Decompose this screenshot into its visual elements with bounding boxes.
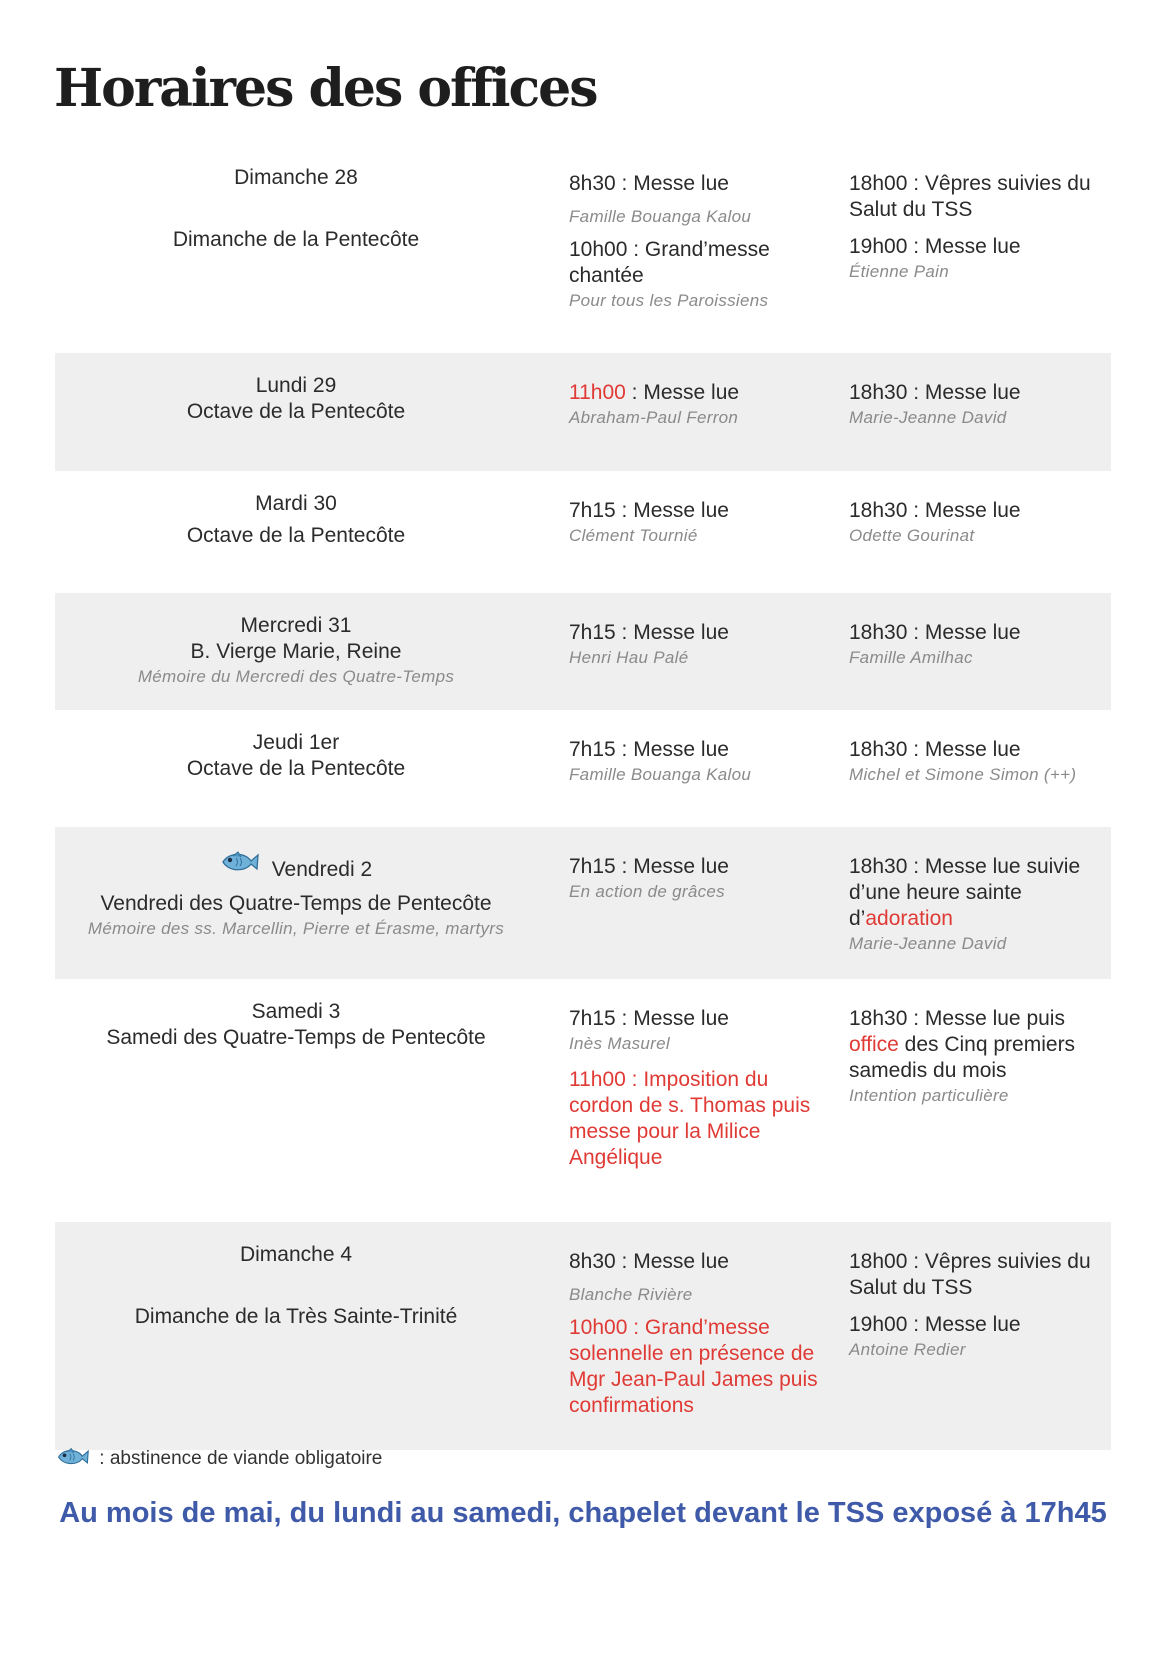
- service-time: 18h30 : Messe lue: [849, 499, 1021, 522]
- fish-legend: [56, 1446, 382, 1470]
- service-time: 18h30 : Messe lue: [849, 621, 1021, 644]
- schedule-row: [55, 1222, 1111, 1450]
- evening-services: [849, 1249, 1107, 1362]
- evening-services: [849, 171, 1107, 284]
- feast-label: Dimanche de la Très Sainte-Trinité: [134, 1305, 458, 1328]
- day-cell: [55, 730, 537, 782]
- service-time-text: des Cinq premiers samedis du mois: [849, 1033, 1076, 1082]
- evening-services: [849, 620, 1107, 670]
- service-intention: Famille Amilhac: [849, 648, 973, 667]
- service-intention: Inès Masurel: [569, 1034, 670, 1053]
- service-time: 18h00 : Vêpres suivies du Salut du TSS: [849, 1250, 1091, 1299]
- service-time: 8h30 : Messe lue: [569, 1250, 729, 1273]
- service-time-highlight: 10h00 : Grand’messe solennelle en présence de Mgr Jean-Paul James puis confirmations: [569, 1316, 818, 1417]
- day-cell: [55, 849, 537, 941]
- service-intention: Abraham-Paul Ferron: [569, 408, 739, 427]
- fish-icon: [220, 849, 260, 875]
- evening-services: [849, 380, 1107, 430]
- service-intention: Odette Gourinat: [849, 526, 975, 545]
- service-time: 7h15 : Messe lue: [569, 499, 729, 522]
- evening-services: [849, 854, 1107, 956]
- service-intention: Intention particulière: [849, 1086, 1009, 1105]
- day-label: Mercredi 31: [240, 614, 352, 637]
- service-time-highlight: adoration: [865, 907, 953, 930]
- service-intention: En action de grâces: [569, 882, 725, 901]
- feast-label: Samedi des Quatre-Temps de Pentecôte: [106, 1026, 486, 1049]
- morning-services: [569, 171, 824, 313]
- memoire-label: Mémoire des ss. Marcellin, Pierre et Érasme, martyrs: [87, 919, 505, 938]
- service-intention: Pour tous les Paroissiens: [569, 291, 769, 310]
- day-cell: [55, 165, 537, 253]
- service-time: 19h00 : Messe lue: [849, 1313, 1021, 1336]
- service-intention: Henri Hau Palé: [569, 648, 689, 667]
- service-intention: Famille Bouanga Kalou: [569, 207, 752, 226]
- service-time-text: 18h30 : Messe lue puis: [849, 1007, 1065, 1030]
- feast-label: Octave de la Pentecôte: [186, 400, 406, 423]
- day-label: Lundi 29: [255, 374, 337, 397]
- day-label: Dimanche 28: [234, 166, 358, 189]
- morning-services: [569, 737, 824, 787]
- service-time: 10h00 : Grand’messe chantée: [569, 238, 770, 287]
- evening-services: [849, 1006, 1107, 1108]
- schedule-row: [55, 155, 1111, 333]
- service-time: 7h15 : Messe lue: [569, 621, 729, 644]
- day-cell: [55, 999, 537, 1051]
- service-time-highlight: office: [849, 1033, 899, 1056]
- schedule-row: [55, 593, 1111, 710]
- evening-services: [849, 737, 1107, 787]
- day-cell: [55, 373, 537, 425]
- schedule-row: [55, 710, 1111, 827]
- service-time: 19h00 : Messe lue: [849, 235, 1021, 258]
- schedule-row: [55, 827, 1111, 979]
- day-label: Mardi 30: [255, 492, 337, 515]
- service-intention: Antoine Redier: [849, 1340, 966, 1359]
- schedule-row: [55, 471, 1111, 593]
- service-time: [569, 380, 824, 406]
- evening-services: [849, 498, 1107, 548]
- service-time-highlight: 11h00 : Imposition du cordon de s. Thomas puis messe pour la Milice Angélique: [569, 1068, 811, 1169]
- service-time: 7h15 : Messe lue: [569, 855, 729, 878]
- service-time-highlight: 11h00: [569, 381, 626, 404]
- schedule-row: [55, 979, 1111, 1222]
- day-label: Dimanche 4: [239, 1243, 353, 1266]
- feast-label: Octave de la Pentecôte: [186, 524, 406, 547]
- service-time: 18h30 : Messe lue: [849, 738, 1021, 761]
- service-intention: Clément Tournié: [569, 526, 698, 545]
- service-time: [849, 854, 1107, 932]
- service-time: 18h30 : Messe lue: [849, 381, 1021, 404]
- service-time-rest: : Messe lue: [625, 381, 740, 404]
- service-time: 7h15 : Messe lue: [569, 1007, 729, 1030]
- day-cell: [55, 491, 537, 549]
- schedule-row: [55, 353, 1111, 471]
- feast-label: Octave de la Pentecôte: [186, 757, 406, 780]
- rosary-note: Au mois de mai, du lundi au samedi, chapelet devant le TSS exposé à 17h45: [59, 1497, 1107, 1529]
- morning-services: [569, 620, 824, 670]
- page-title: Horaires des offices: [54, 58, 597, 119]
- morning-services: [569, 498, 824, 548]
- morning-services: [569, 380, 824, 430]
- morning-services: [569, 854, 824, 904]
- service-intention: Marie-Jeanne David: [849, 408, 1007, 427]
- legend-text: : abstinence de viande obligatoire: [99, 1448, 383, 1469]
- service-time-text: 18h30 : Messe lue suivie d’une heure sainte d’: [849, 855, 1081, 930]
- fish-icon: [56, 1446, 90, 1468]
- service-intention: Blanche Rivière: [569, 1285, 693, 1304]
- morning-services: [569, 1006, 824, 1171]
- service-intention: Marie-Jeanne David: [849, 934, 1007, 953]
- service-time: 7h15 : Messe lue: [569, 738, 729, 761]
- service-time: [849, 1006, 1107, 1084]
- day-label: [55, 849, 537, 883]
- day-cell: [55, 613, 537, 689]
- service-time: 8h30 : Messe lue: [569, 172, 729, 195]
- day-label-text: Vendredi 2: [271, 858, 373, 881]
- day-label: Jeudi 1er: [252, 731, 340, 754]
- feast-label: Dimanche de la Pentecôte: [172, 228, 420, 251]
- day-label: Samedi 3: [251, 1000, 341, 1023]
- memoire-label: Mémoire du Mercredi des Quatre-Temps: [137, 667, 455, 686]
- day-cell: [55, 1242, 537, 1330]
- morning-services: [569, 1249, 824, 1419]
- service-intention: Étienne Pain: [849, 262, 950, 281]
- service-intention: Michel et Simone Simon (++): [849, 765, 1077, 784]
- feast-label: Vendredi des Quatre-Temps de Pentecôte: [100, 892, 492, 915]
- service-intention: Famille Bouanga Kalou: [569, 765, 752, 784]
- feast-label: B. Vierge Marie, Reine: [190, 640, 402, 663]
- service-time: 18h00 : Vêpres suivies du Salut du TSS: [849, 172, 1091, 221]
